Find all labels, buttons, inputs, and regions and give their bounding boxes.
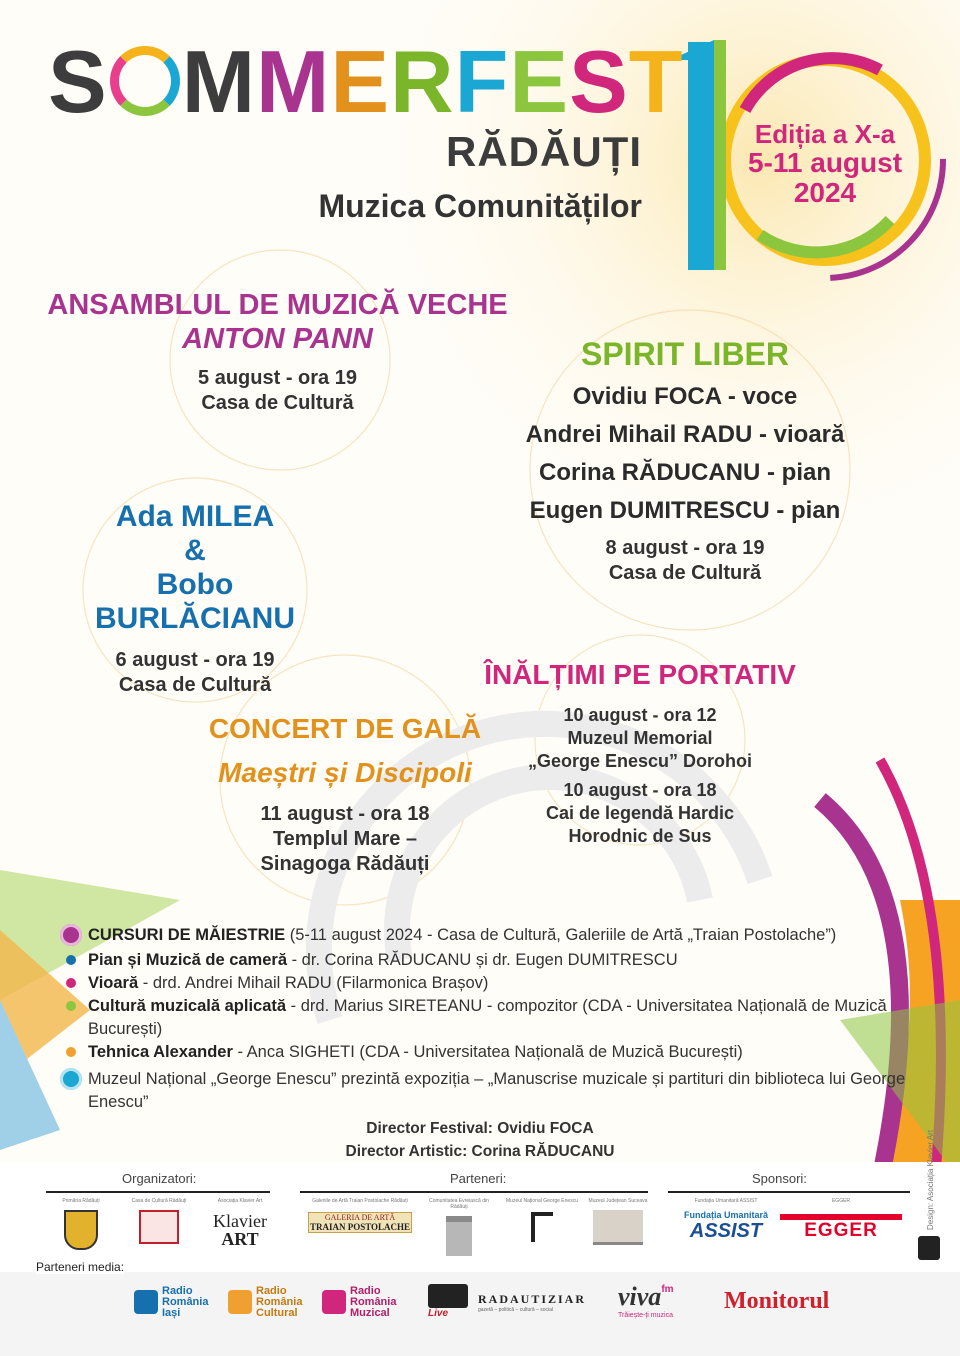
event-anton-pann <box>40 288 515 416</box>
media-partners-label: Parteneri media: <box>36 1260 125 1274</box>
title-letter-t: T <box>628 32 684 131</box>
viva-text: viva <box>618 1282 662 1311</box>
tv-screen-icon <box>428 1284 468 1308</box>
event-ada-date: 6 august - ora 19 <box>115 649 275 671</box>
event-ada-name: Ada MILEA <box>115 500 275 533</box>
title-letter-f: F <box>454 32 510 131</box>
galeria-text: GALERIA DE ARTĂ <box>324 1213 396 1222</box>
event-gala-venue: Templul Mare – <box>272 828 418 850</box>
radio-swirl-icon <box>134 1290 158 1314</box>
cultural-house-icon <box>139 1210 179 1244</box>
design-credit-vertical: Design: Asociația Klavier Art <box>926 1129 935 1230</box>
partners-label: Parteneri: <box>450 1171 507 1186</box>
radio-swirl-pink-icon <box>322 1290 346 1314</box>
radio1-l3: Iași <box>162 1307 181 1319</box>
radio2-l1: Radio <box>256 1285 287 1297</box>
event-ada-venue: Casa de Cultură <box>118 674 272 696</box>
event-anton-date: 5 august - ora 19 <box>198 367 357 389</box>
event-gala <box>195 712 495 877</box>
title-letter-o-ring <box>110 46 180 116</box>
logo-egger: EGGER EGGER <box>780 1198 902 1260</box>
event-inaltimi-date2: 10 august - ora 18 <box>563 780 717 800</box>
logo-casa-de-cultura: Casa de Cultură Rădăuți <box>124 1198 194 1260</box>
logo-radio-romania-cultural <box>228 1286 302 1319</box>
event-anton-title: ANSAMBLUL DE MUZICĂ VECHE <box>47 289 508 321</box>
member-2: Andrei Mihail RADU - vioară <box>525 421 845 448</box>
event-inaltimi-place2a: Cai de legendă Hardic <box>545 803 735 823</box>
radautiziar-text: RADAUTIZIAR <box>478 1292 587 1306</box>
assist-foundation-text: Fundația Umanitară <box>683 1210 768 1220</box>
logo-radautiziar <box>478 1294 586 1316</box>
event-ada-milea <box>55 500 335 698</box>
logo-radio-romania-iasi <box>134 1286 208 1319</box>
event-spirit-members <box>505 378 865 530</box>
assist-text: ASSIST <box>689 1220 763 1242</box>
event-inaltimi-place2b: Horodnic de Sus <box>568 826 712 846</box>
coat-of-arms-icon <box>64 1210 98 1250</box>
member-3: Corina RĂDUCANU - pian <box>539 459 831 486</box>
flower-bullet-icon <box>60 924 82 946</box>
course-2-details: - drd. Andrei Mihail RADU (Filarmonica Brașov) <box>138 974 489 992</box>
radio3-l3: Muzical <box>350 1307 390 1319</box>
bullet-orange-icon <box>66 1047 76 1057</box>
bullet-blue-icon <box>66 955 76 965</box>
event-inaltimi-place1b: „George Enescu” Dorohoi <box>527 751 753 771</box>
edition-number: Ediția a X-a <box>754 119 896 149</box>
logo-fundatia-assist: Fundația Umanitară ASSIST Fundația Umanitară ASSIST <box>676 1198 776 1260</box>
edition-year: 2024 <box>793 177 857 208</box>
event-gala-title: CONCERT DE GALĂ <box>208 713 482 744</box>
radio1-l1: Radio <box>162 1285 193 1297</box>
course-3-details: - drd. Marius SIRETEANU - compozitor (CDA - Universitatea Națională de Muzică București) <box>88 997 887 1038</box>
member-1: Ovidiu FOCA - voce <box>572 383 798 410</box>
viva-sub: Trăiește-ți muzica <box>618 1312 673 1319</box>
logo-klavier-art: Asociația Klavier Art Klavier ART <box>204 1198 276 1260</box>
title-letter-r: R <box>390 32 455 131</box>
flower-bullet-teal-icon <box>60 1068 82 1090</box>
event-inaltimi-title: ÎNĂLȚIMI PE PORTATIV <box>484 659 796 690</box>
radio2-l3: Cultural <box>256 1307 298 1319</box>
egger-text: EGGER <box>804 1220 878 1241</box>
course-2-name: Vioară <box>88 974 139 992</box>
logo-live <box>428 1284 468 1319</box>
enescu-museum-icon <box>531 1212 553 1242</box>
event-inaltimi-date1: 10 august - ora 12 <box>563 705 717 725</box>
sponsors-label: Sponsori: <box>752 1171 807 1186</box>
title-letter-m1: M <box>181 32 257 131</box>
festival-tagline: Muzica Comunităților <box>318 188 642 224</box>
radio3-l2: România <box>350 1296 397 1308</box>
design-logo-icon <box>918 1236 940 1260</box>
festival-title <box>48 32 684 131</box>
course-3-name: Cultură muzicală aplicată <box>88 997 287 1015</box>
title-letter-e: E <box>330 32 391 131</box>
logo-viva-fm <box>618 1284 674 1321</box>
festival-director: Director Festival: Ovidiu FOCA <box>366 1120 594 1137</box>
viva-fm-text: fm <box>661 1284 674 1295</box>
courses-title: CURSURI DE MĂIESTRIE <box>88 926 286 944</box>
event-ada-amp: & <box>184 534 206 567</box>
edition-dates: 5-11 august <box>747 147 903 178</box>
logo-monitorul: Monitorul <box>724 1288 830 1314</box>
radio3-l1: Radio <box>350 1285 381 1297</box>
museum-building-icon <box>593 1210 643 1245</box>
master-classes <box>60 924 910 1114</box>
event-spirit-title: SPIRIT LIBER <box>580 336 789 372</box>
art-text: ART <box>221 1229 259 1249</box>
bullet-green-icon <box>66 1001 76 1011</box>
radautiziar-sub: gazetă – politică – cultură – social <box>478 1307 554 1313</box>
city-name: RĂDĂUȚI <box>446 128 642 175</box>
synagogue-icon <box>446 1216 472 1256</box>
event-gala-date: 11 august - ora 18 <box>260 803 430 825</box>
klavier-text: Klavier <box>213 1211 267 1231</box>
title-letter-m2: M <box>256 32 331 131</box>
event-spirit-date: 8 august - ora 19 <box>605 537 765 559</box>
radio1-l2: România <box>162 1296 209 1308</box>
logo-comunitatea-evreiasca: Comunitatea Evreiască din Rădăuți <box>420 1198 498 1260</box>
course-4-details: - Anca SIGHETI (CDA - Universitatea Națională de Muzică București) <box>232 1043 743 1061</box>
courses-title-details: (5-11 august 2024 - Casa de Cultură, Galeriile de Artă „Traian Postolache”) <box>285 926 837 944</box>
logo-galeria-traian-postolache: Galeriile de Artă Traian Postolache Rădăuți GALERIA DE ARTĂ TRAIAN POSTOLACHE <box>306 1198 414 1260</box>
event-gala-venue2: Sinagoga Rădăuți <box>260 853 430 875</box>
artistic-director: Director Artistic: Corina RĂDUCANU <box>345 1143 615 1160</box>
event-spirit-venue: Casa de Cultură <box>608 562 762 584</box>
event-gala-subtitle: Maeștri și Discipoli <box>218 757 472 788</box>
event-inaltimi <box>475 658 805 848</box>
radio-swirl-orange-icon <box>228 1290 252 1314</box>
live-text: Live <box>428 1308 449 1319</box>
title-letter-e2: E <box>509 32 570 131</box>
member-4: Eugen DUMITRESCU - pian <box>529 497 841 524</box>
logo-muzeul-enescu: Muzeul Național George Enescu <box>504 1198 580 1260</box>
course-4-name: Tehnica Alexander <box>88 1043 233 1061</box>
logo-primaria-radauti: Primăria Rădăuți <box>48 1198 114 1260</box>
exhibition-text: Muzeul Național „George Enescu” prezintă expoziția – „Manuscrise muzicale și partituri din biblioteca lui George Enescu” <box>88 1070 906 1111</box>
course-1-name: Pian și Muzică de cameră <box>88 951 288 969</box>
logo-muzeul-judetean: Muzeul Județean Suceava <box>586 1198 650 1260</box>
event-anton-subtitle: ANTON PANN <box>182 323 373 355</box>
event-anton-venue: Casa de Cultură <box>201 392 354 414</box>
logo-radio-romania-muzical <box>322 1286 396 1319</box>
course-1-details: - dr. Corina RĂDUCANU și dr. Eugen DUMITRESCU <box>287 951 678 969</box>
title-letter-s: S <box>48 32 108 131</box>
radio2-l2: România <box>256 1296 303 1308</box>
edition-badge <box>730 120 920 208</box>
traian-text: TRAIAN POSTOLACHE <box>309 1222 411 1232</box>
event-spirit-liber <box>505 336 865 586</box>
organizers-label: Organizatori: <box>122 1171 197 1186</box>
event-inaltimi-place1a: Muzeul Memorial <box>567 728 713 748</box>
event-ada-name2: Bobo BURLĂCIANU <box>95 568 295 635</box>
bullet-pink-icon <box>66 978 76 988</box>
title-letter-s2: S <box>569 32 629 131</box>
